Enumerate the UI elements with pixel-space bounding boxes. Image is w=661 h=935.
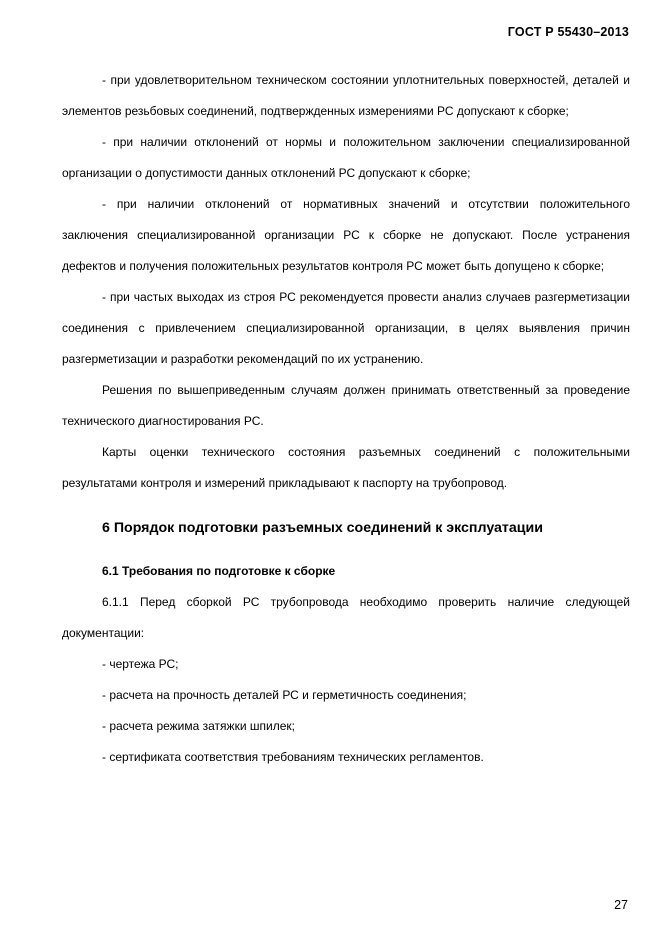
paragraph: - при удовлетворительном техническом состоянии уплотнительных поверхностей, деталей и элементов резьбовых соединений, подтвержденных измерениями РС допускают к сборке; (62, 73, 630, 118)
subsection-title: 6.1 Требования по подготовке к сборке (102, 564, 336, 578)
paragraph: - при наличии отклонений от нормативных значений и отсутствии положительного заключения специализированной организации РС к сборке не допускают. После устранения дефектов и получения положительных результатов контроля РС может быть допущено к сборке; (62, 197, 630, 273)
paragraph: Карты оценки технического состояния разъемных соединений с положительными результатами контроля и измерений прикладывают к паспорту на трубопровод. (62, 445, 630, 490)
document-header: ГОСТ Р 55430–2013 (507, 25, 629, 39)
page-number: 27 (614, 898, 628, 912)
list-item: - расчета на прочность деталей РС и герметичность соединения; (102, 688, 467, 702)
paragraph: - при частых выходах из строя РС рекомендуется провести анализ случаев разгерметизации соединения с привлечением специализированной организации, в целях выявления причин разгерметизации и разработки рекомендаций по их устранению. (62, 290, 630, 366)
paragraph: - при наличии отклонений от нормы и положительном заключении специализированной организации о допустимости данных отклонений РС допускают к сборке; (62, 135, 630, 180)
list-item: - расчета режима затяжки шпилек; (102, 719, 295, 733)
document-body (62, 65, 630, 773)
list-item: - сертификата соответствия требованиям технических регламентов. (102, 750, 484, 764)
section-title: 6 Порядок подготовки разъемных соединений к эксплуатации (102, 520, 543, 536)
paragraph: Решения по вышеприведенным случаям должен принимать ответственный за проведение технического диагностирования РС. (62, 383, 630, 428)
clause-intro: 6.1.1 Перед сборкой РС трубопровода необходимо проверить наличие следующей документации: (62, 595, 630, 640)
list-item: - чертежа РС; (102, 657, 179, 671)
